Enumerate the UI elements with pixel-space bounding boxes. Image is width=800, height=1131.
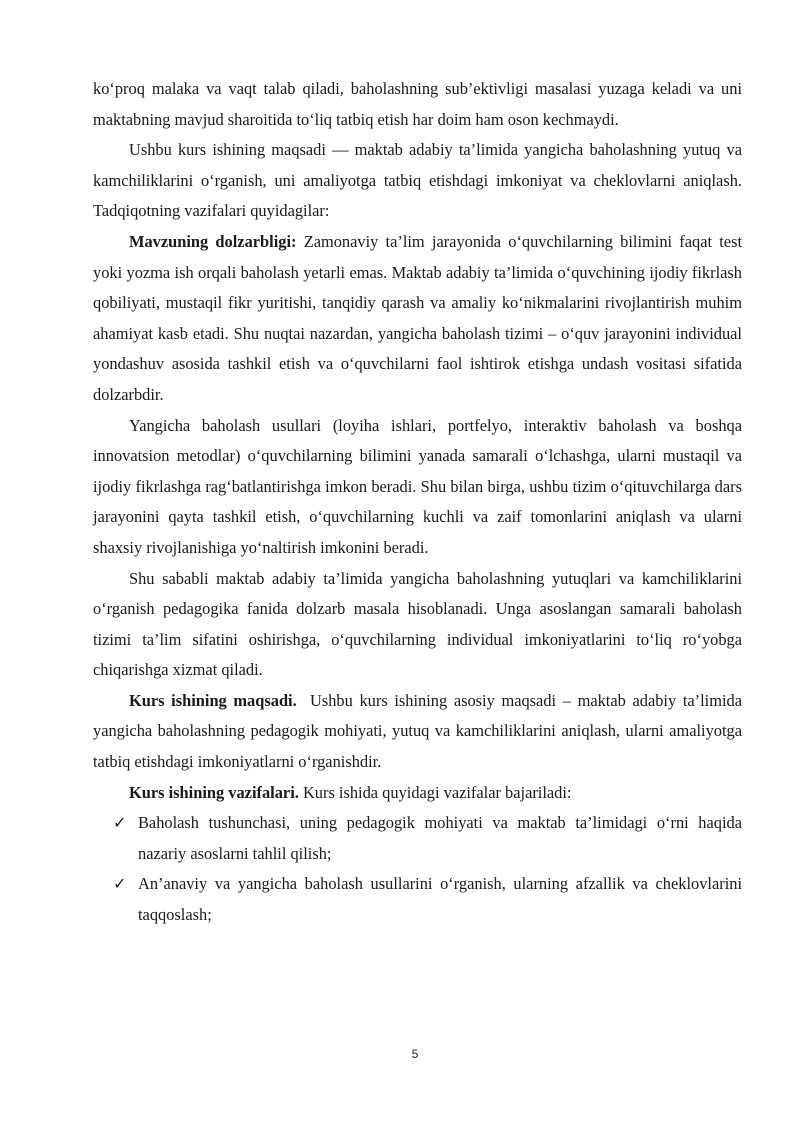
task-text: Baholash tushunchasi, uning pedagogik mohiyati va maktab ta’limidagi o‘rni haqida nazariy asoslarni tahlil qilish; [138,813,742,863]
paragraph-course-tasks [93,778,742,809]
page-number: 5 [411,1047,419,1061]
paragraph-continuation: ko‘proq malaka va vaqt talab qiladi, baholashning sub’ektivligi masalasi yuzaga keladi va uni maktabning mavjud sharoitida to‘liq tatbiq etish har doim ham oson kechmaydi. [93,79,742,129]
paragraph-new-assessment-methods: Yangicha baholash usullari (loyiha ishlari, portfelyo, interaktiv baholash va boshqa innovatsion metodlar) o‘quvchilarning bilimini yanada samarali o‘lchashga, ularni mustaqil va ijodiy fikrlashga rag‘batlantirishga imkon beradi. Shu bilan birga, ushbu tizim o‘qituvchilarga dars jarayonini qayta tashkil etish, o‘quvchilarning kuchli va zaif tomonlarini aniqlash va ularni shaxsiy rivojlanishiga yo‘naltirish imkonini beradi. [93,415,742,557]
checkmark-icon: ✓ [113,874,127,894]
checkmark-icon: ✓ [113,813,127,833]
course-goal-heading: Kurs ishining maqsadi. [129,690,297,710]
task-text: An’anaviy va yangicha baholash usullarini o‘rganish, ularning afzallik va cheklovlarini taqqoslash; [138,874,742,925]
course-tasks-text: Kurs ishida quyidagi vazifalar bajariladi: [298,782,572,802]
paragraph-course-goal-intro: Ushbu kurs ishining maqsadi — maktab adabiy ta’limida yangicha baholashning yutuq va kamchiliklarini o‘rganish, uni amaliyotga tatbiq etishdagi imkoniyat va cheklovlarni aniqlash. Tadqiqotning vazifalari quyidagilar: [93,140,742,221]
course-goal-text: Ushbu kurs ishining asosiy maqsadi – maktab adabiy ta’limida yangicha baholashning pedagogik mohiyati, yutuq va kamchiliklarini aniqlash, ularni amaliyotga tatbiq etishdagi imkoniyatlarni o‘rganishdir. [93,690,747,772]
course-tasks-heading: Kurs ishining vazifalari. [129,782,299,802]
paragraph-topic-relevance [93,227,742,411]
document-page [93,74,747,931]
topic-relevance-text: Zamonaviy ta’lim jarayonida o‘quvchilarning bilimini faqat test yoki yozma ish orqali baholash yetarli emas. Maktab adabiy ta’limida o‘quvchining ijodiy fikrlash qobiliyati, mustaqil fikr yuritishi, tanqidiy qarash va amaliy ko‘nikmalarini rivojlantirish muhim ahamiyat kasb etadi. Shu nuqtai nazardan, yangicha baholash tizimi – o‘quv jarayonini individual yondashuv asosida tashkil etish va o‘quvchilarni faol ishtirok etishga undash vositasi sifatida dolzarbdir. [93,231,742,404]
paragraph-conclusion-relevance: Shu sababli maktab adabiy ta’limida yangicha baholashning yutuqlari va kamchiliklarini o‘rganish pedagogika fanida dolzarb masala hisoblanadi. Unga asoslangan samarali baholash tizimi ta’lim sifatini oshirishga, o‘quvchilarning individual imkoniyatlarini to‘liq ro‘yobga chiqarishga xizmat qiladi. [93,568,742,680]
tasks-list [93,808,742,930]
paragraph-course-goal [93,686,747,778]
list-item [93,808,742,869]
list-item [93,869,742,930]
topic-relevance-heading: Mavzuning dolzarbligi: [129,231,297,251]
